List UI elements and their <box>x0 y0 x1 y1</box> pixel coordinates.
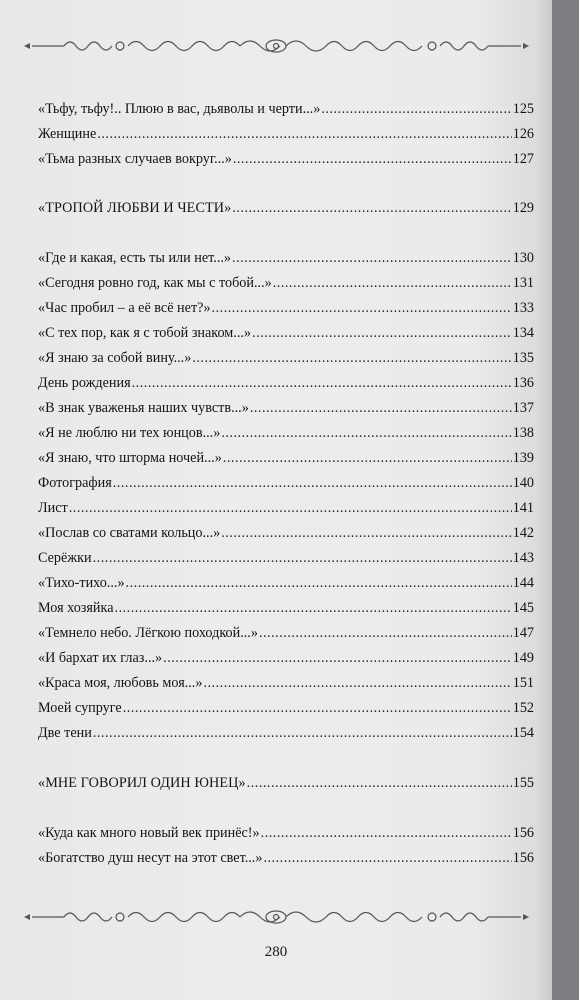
toc-entry-title: «Тьма разных случаев вокруг...» <box>38 151 232 167</box>
toc-entry-title: «Тихо-тихо...» <box>38 575 125 591</box>
toc-section-heading <box>38 199 534 217</box>
toc-entry-page: 144 <box>512 575 534 591</box>
toc-entry-page: 149 <box>512 650 534 666</box>
toc-entry-page: 154 <box>512 725 534 741</box>
toc-entry <box>38 449 534 467</box>
toc-entry-title: «Я знаю за собой вину...» <box>38 350 192 366</box>
toc-entry <box>38 524 534 542</box>
toc-entry-page: 135 <box>512 350 534 366</box>
dot-leader <box>93 724 512 742</box>
toc-entry-title: «Темнело небо. Лёгкою походкой...» <box>38 625 258 641</box>
toc-entry-page: 151 <box>512 675 534 691</box>
toc-entry <box>38 824 534 842</box>
toc-entry-title: Лист <box>38 500 68 516</box>
dot-leader <box>212 299 512 317</box>
toc-entry-title: Две тени <box>38 725 92 741</box>
dot-leader <box>232 249 512 267</box>
toc-entry-title: Женщине <box>38 126 97 142</box>
toc-entry <box>38 649 534 667</box>
toc-entry-page: 141 <box>512 500 534 516</box>
toc-section-title: «МНЕ ГОВОРИЛ ОДИН ЮНЕЦ» <box>38 775 246 791</box>
page-number: 280 <box>264 944 288 960</box>
dot-leader <box>259 624 512 642</box>
toc-entry-title: «Краса моя, любовь моя...» <box>38 675 203 691</box>
toc-entry <box>38 349 534 367</box>
toc-entry <box>38 150 534 168</box>
toc-entry-title: «Послав со сватами кольцо...» <box>38 525 221 541</box>
toc-entry-page: 139 <box>512 450 534 466</box>
toc-entry-page: 147 <box>512 625 534 641</box>
toc-entry-title: «Я знаю, что шторма ночей...» <box>38 450 222 466</box>
toc-section-heading <box>38 774 534 792</box>
toc-entry-page: 127 <box>512 151 534 167</box>
dot-leader <box>273 274 512 292</box>
dot-leader <box>97 125 511 143</box>
dot-leader <box>192 349 511 367</box>
toc-entry <box>38 549 534 567</box>
dot-leader <box>247 774 512 792</box>
dot-leader <box>252 324 512 342</box>
dot-leader <box>69 499 512 517</box>
toc-entry-page: 145 <box>512 600 534 616</box>
dot-leader <box>221 524 511 542</box>
dot-leader <box>115 599 512 617</box>
toc-entry <box>38 424 534 442</box>
toc-entry-page: 130 <box>512 250 534 266</box>
toc-entry-page: 156 <box>512 825 534 841</box>
toc-entry-title: «Богатство душ несут на этот свет...» <box>38 850 263 866</box>
toc-entry <box>38 274 534 292</box>
toc-entry-title: Моей супруге <box>38 700 122 716</box>
toc-section-page: 129 <box>512 200 534 216</box>
toc-entry-page: 136 <box>512 375 534 391</box>
dot-leader <box>223 449 512 467</box>
toc-entry-page: 138 <box>512 425 534 441</box>
toc-entry-page: 142 <box>512 525 534 541</box>
toc-entry-title: «Час пробил – а её всё нет?» <box>38 300 211 316</box>
toc-entry-title: «Я не люблю ни тех юнцов...» <box>38 425 221 441</box>
toc-entry-title: «Где и какая, есть ты или нет...» <box>38 250 232 266</box>
dot-leader <box>233 150 512 168</box>
toc-entry-page: 140 <box>512 475 534 491</box>
toc-entry <box>38 849 534 867</box>
toc-entry <box>38 574 534 592</box>
toc-entry-title: «Сегодня ровно год, как мы с тобой...» <box>38 275 272 291</box>
toc-entry <box>38 699 534 717</box>
toc-entry-title: Моя хозяйка <box>38 600 114 616</box>
toc-entry <box>38 299 534 317</box>
toc-entry-page: 131 <box>512 275 534 291</box>
toc-entry-page: 133 <box>512 300 534 316</box>
dot-leader <box>232 199 511 217</box>
dot-leader <box>123 699 512 717</box>
dot-leader <box>203 674 511 692</box>
toc-entry-title: «Тьфу, тьфу!.. Плюю в вас, дьяволы и черти...» <box>38 101 321 117</box>
toc-entry <box>38 599 534 617</box>
toc-entry-title: «Куда как много новый век принёс!» <box>38 825 260 841</box>
dot-leader <box>261 824 512 842</box>
toc-entry-page: 134 <box>512 325 534 341</box>
toc-entry-page: 156 <box>512 850 534 866</box>
dot-leader <box>263 849 511 867</box>
toc-entry <box>38 474 534 492</box>
toc-entry <box>38 374 534 392</box>
toc-entry-page: 126 <box>512 126 534 142</box>
toc-entry-title: Серёжки <box>38 550 92 566</box>
toc-entry <box>38 399 534 417</box>
toc-section-title: «ТРОПОЙ ЛЮБВИ И ЧЕСТИ» <box>38 200 232 216</box>
toc-entry <box>38 125 534 143</box>
dot-leader <box>93 549 512 567</box>
toc-entry <box>38 674 534 692</box>
toc-entry-title: День рождения <box>38 375 131 391</box>
toc-entry-page: 137 <box>512 400 534 416</box>
dot-leader <box>221 424 511 442</box>
toc-entry <box>38 624 534 642</box>
bottom-ornament <box>24 905 529 929</box>
dot-leader <box>250 399 512 417</box>
dot-leader <box>113 474 512 492</box>
toc-entry <box>38 100 534 118</box>
toc-entry <box>38 499 534 517</box>
toc-entry-title: «И бархат их глаз...» <box>38 650 163 666</box>
toc-entry-page: 143 <box>512 550 534 566</box>
toc-entry-page: 125 <box>512 101 534 117</box>
toc-entry <box>38 724 534 742</box>
toc-section-page: 155 <box>512 775 534 791</box>
toc-entry-page: 152 <box>512 700 534 716</box>
dot-leader <box>163 649 512 667</box>
dot-leader <box>126 574 512 592</box>
toc-entry <box>38 249 534 267</box>
dot-leader <box>321 100 511 118</box>
toc-entry-title: «С тех пор, как я с тобой знаком...» <box>38 325 252 341</box>
toc-entry-title: «В знак уваженья наших чувств...» <box>38 400 249 416</box>
toc-entry-title: Фотография <box>38 475 112 491</box>
dot-leader <box>132 374 512 392</box>
toc-entry <box>38 324 534 342</box>
